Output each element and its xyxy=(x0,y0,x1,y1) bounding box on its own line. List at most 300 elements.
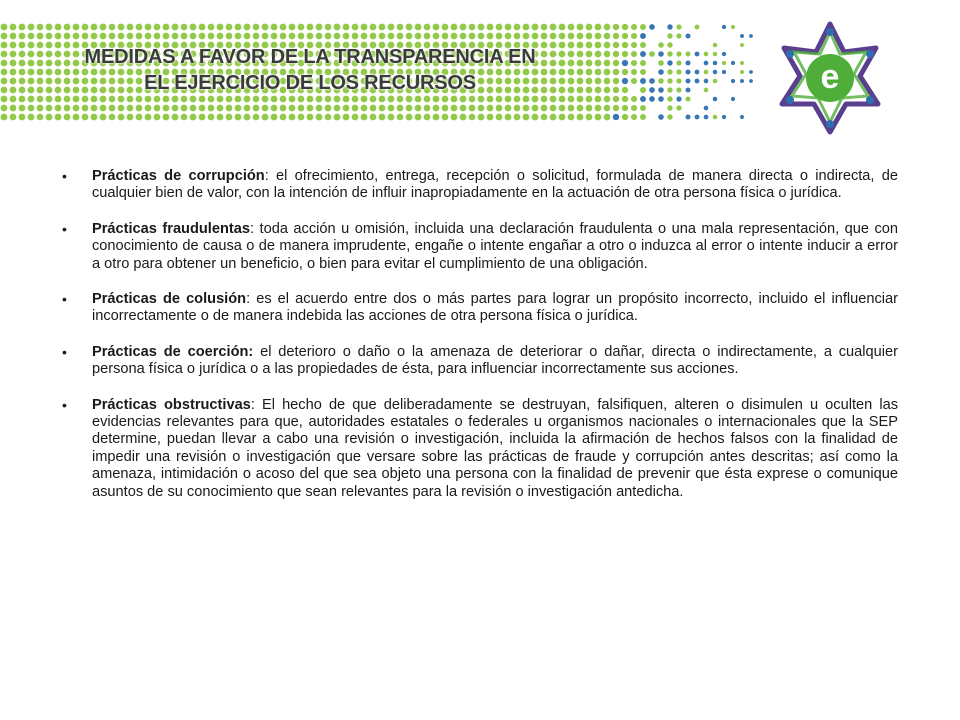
banner-dot xyxy=(433,96,440,103)
banner-dot xyxy=(586,24,593,31)
banner-dot xyxy=(136,96,143,103)
banner-dot xyxy=(118,24,125,31)
banner-dot xyxy=(145,24,152,31)
banner-dot xyxy=(658,51,664,57)
banner-dot xyxy=(622,96,628,102)
banner-dot xyxy=(532,33,539,40)
banner-dot xyxy=(595,24,602,31)
banner-dot xyxy=(667,51,672,56)
banner-dot xyxy=(397,114,404,121)
banner-dot xyxy=(415,114,422,121)
banner-dot xyxy=(586,33,593,40)
banner-dot xyxy=(433,24,440,31)
banner-dot xyxy=(253,33,260,40)
banner-dot xyxy=(109,114,116,121)
banner-dot xyxy=(722,25,726,29)
logo-letter: e xyxy=(820,58,840,96)
banner-dot xyxy=(704,115,709,120)
banner-dot xyxy=(19,78,26,85)
banner-dot xyxy=(10,42,17,49)
banner-dot xyxy=(631,42,637,48)
banner-dot xyxy=(604,96,611,103)
banner-dot xyxy=(541,33,548,40)
banner-dot xyxy=(10,51,17,58)
banner-dot xyxy=(478,105,485,112)
banner-dot xyxy=(145,33,152,40)
banner-dot xyxy=(1,78,8,85)
banner-dot xyxy=(289,114,296,121)
banner-dot xyxy=(28,33,35,40)
banner-dot xyxy=(604,24,611,31)
banner-dot xyxy=(226,105,233,112)
banner-dot xyxy=(577,24,584,31)
banner-dot xyxy=(217,105,224,112)
banner-dot xyxy=(100,96,107,103)
banner-dot xyxy=(28,114,35,121)
banner-dot xyxy=(28,96,35,103)
banner-dot xyxy=(325,96,332,103)
banner-dot xyxy=(307,105,314,112)
banner-dot xyxy=(379,114,386,121)
banner-dot xyxy=(478,24,485,31)
banner-dot xyxy=(1,96,8,103)
banner-dot xyxy=(460,96,467,103)
definition-text: : es el acuerdo entre dos o más partes para lograr un propósito incorrecto, incluido el influenciar incorrectamente o de manera indebida las acciones de otra persona física o jurídica. xyxy=(92,291,898,325)
banner-dot xyxy=(622,33,628,39)
banner-dot xyxy=(667,69,672,74)
banner-dot xyxy=(424,105,431,112)
banner-dot xyxy=(325,105,332,112)
banner-dot xyxy=(595,69,602,76)
banner-dot xyxy=(649,78,655,84)
banner-dot xyxy=(262,24,269,31)
banner-dot xyxy=(154,24,161,31)
banner-dot xyxy=(1,105,8,112)
banner-dot xyxy=(118,105,125,112)
banner-dot xyxy=(307,24,314,31)
banner-dot xyxy=(496,114,503,121)
banner-dot xyxy=(91,33,98,40)
banner-dot xyxy=(469,96,476,103)
banner-dot xyxy=(1,69,8,76)
banner-dot xyxy=(722,70,726,74)
banner-dot xyxy=(523,96,530,103)
banner-dot xyxy=(226,24,233,31)
banner-dot xyxy=(244,24,251,31)
banner-dot xyxy=(127,105,134,112)
banner-dot xyxy=(559,33,566,40)
banner-dot xyxy=(713,97,718,102)
banner-dot xyxy=(577,33,584,40)
banner-dot xyxy=(82,114,89,121)
banner-dot xyxy=(658,96,664,102)
banner-dot xyxy=(749,70,753,74)
banner-dot xyxy=(289,96,296,103)
banner-dot xyxy=(280,96,287,103)
banner-dot xyxy=(604,51,611,58)
banner-dot xyxy=(460,114,467,121)
banner-dot xyxy=(595,114,602,121)
banner-dot xyxy=(442,24,449,31)
banner-dot xyxy=(514,105,521,112)
banner-dot xyxy=(604,60,611,67)
banner-dot xyxy=(424,114,431,121)
banner-dot xyxy=(595,60,602,67)
banner-dot xyxy=(613,87,619,93)
banner-dot xyxy=(713,43,718,48)
banner-dot xyxy=(352,33,359,40)
banner-dot xyxy=(731,97,735,101)
banner-dot xyxy=(307,33,314,40)
banner-dot xyxy=(631,51,637,57)
banner-dot xyxy=(460,33,467,40)
banner-dot xyxy=(343,33,350,40)
banner-dot xyxy=(713,79,718,84)
banner-dot xyxy=(577,96,584,103)
banner-dot xyxy=(172,24,179,31)
banner-dot xyxy=(388,33,395,40)
banner-dot xyxy=(415,105,422,112)
banner-dot xyxy=(55,96,62,103)
banner-dot xyxy=(82,33,89,40)
banner-dot xyxy=(550,33,557,40)
banner-dot xyxy=(370,114,377,121)
banner-dot xyxy=(64,24,71,31)
banner-dot xyxy=(722,61,726,65)
banner-dot xyxy=(190,24,197,31)
banner-dot xyxy=(451,96,458,103)
banner-dot xyxy=(415,24,422,31)
banner-dot xyxy=(181,114,188,121)
banner-dot xyxy=(46,96,53,103)
banner-dot xyxy=(695,79,700,84)
banner-dot xyxy=(640,114,646,120)
banner-dot xyxy=(1,60,8,67)
banner-dot xyxy=(262,96,269,103)
banner-dot xyxy=(181,33,188,40)
banner-dot xyxy=(397,96,404,103)
banner-dot xyxy=(370,33,377,40)
banner-dot xyxy=(613,105,619,111)
banner-dot xyxy=(595,78,602,85)
banner-dot xyxy=(82,24,89,31)
banner-dot xyxy=(271,114,278,121)
banner-dot xyxy=(298,114,305,121)
banner-dot xyxy=(749,34,753,38)
banner-dot xyxy=(145,96,152,103)
definition-term: Prácticas fraudulentas xyxy=(92,220,250,237)
banner-dot xyxy=(613,33,619,39)
banner-dot xyxy=(91,24,98,31)
banner-dot xyxy=(622,114,628,120)
banner-dot xyxy=(505,24,512,31)
banner-dot xyxy=(487,33,494,40)
banner-dot xyxy=(361,105,368,112)
banner-dot xyxy=(361,24,368,31)
banner-dot xyxy=(577,114,584,121)
banner-dot xyxy=(55,105,62,112)
slide-title xyxy=(30,44,590,96)
banner-dot xyxy=(109,33,116,40)
banner-dot xyxy=(406,33,413,40)
banner-dot xyxy=(586,96,593,103)
banner-dot xyxy=(325,114,332,121)
banner-dot xyxy=(740,79,744,83)
banner-dot xyxy=(649,96,655,102)
banner-dot xyxy=(397,24,404,31)
banner-dot xyxy=(55,24,62,31)
definition-term: Prácticas de coerción: xyxy=(92,343,254,360)
banner-dot xyxy=(37,105,44,112)
banner-dot xyxy=(704,79,709,84)
banner-dot xyxy=(424,24,431,31)
banner-dot xyxy=(568,33,575,40)
banner-dot xyxy=(10,33,17,40)
banner-dot xyxy=(46,114,53,121)
banner-dot xyxy=(460,24,467,31)
banner-dot xyxy=(271,24,278,31)
banner-dot xyxy=(424,96,431,103)
banner-dot xyxy=(388,24,395,31)
banner-dot xyxy=(613,60,619,66)
banner-dot xyxy=(595,105,602,112)
banner-dot xyxy=(568,96,575,103)
banner-dot xyxy=(19,105,26,112)
banner-dot xyxy=(505,114,512,121)
banner-dot xyxy=(10,96,17,103)
banner-dot xyxy=(172,96,179,103)
banner-dot xyxy=(199,96,206,103)
banner-dot xyxy=(118,33,125,40)
banner-dot xyxy=(631,78,637,84)
banner-dot xyxy=(280,114,287,121)
definition-item xyxy=(62,291,898,326)
banner-dot xyxy=(262,114,269,121)
banner-dot xyxy=(199,24,206,31)
banner-dot xyxy=(749,79,753,83)
banner-dot xyxy=(704,106,709,111)
banner-dot xyxy=(622,60,628,66)
banner-dot xyxy=(685,33,690,38)
banner-dot xyxy=(740,43,744,47)
bullet-icon: • xyxy=(62,396,67,413)
banner-dot xyxy=(604,69,611,76)
banner-dot xyxy=(289,24,296,31)
banner-dot xyxy=(577,105,584,112)
banner-dot xyxy=(226,33,233,40)
banner-dot xyxy=(235,24,242,31)
banner-dot xyxy=(695,25,700,30)
bullet-icon: • xyxy=(62,291,67,308)
banner-dot xyxy=(631,69,637,75)
banner-dot xyxy=(559,24,566,31)
banner-dot xyxy=(505,96,512,103)
banner-dot xyxy=(64,33,71,40)
banner-dot xyxy=(19,60,26,67)
banner-dot xyxy=(244,96,251,103)
definition-item xyxy=(62,397,898,501)
banner-dot xyxy=(559,114,566,121)
banner-dot xyxy=(271,33,278,40)
banner-dot xyxy=(559,105,566,112)
definitions-list xyxy=(62,168,898,519)
banner-dot xyxy=(622,24,628,30)
banner-dot xyxy=(1,114,8,121)
banner-dot xyxy=(442,96,449,103)
banner-dot xyxy=(740,115,744,119)
banner-dot xyxy=(595,33,602,40)
banner-dot xyxy=(154,114,161,121)
banner-dot xyxy=(127,24,134,31)
banner-dot xyxy=(109,24,116,31)
banner-dot xyxy=(731,25,735,29)
banner-dot xyxy=(370,96,377,103)
banner-dot xyxy=(154,96,161,103)
definition-item xyxy=(62,221,898,273)
banner-dot xyxy=(586,114,593,121)
banner-dot xyxy=(10,78,17,85)
banner-dot xyxy=(442,105,449,112)
banner-dot xyxy=(649,24,655,30)
banner-dot xyxy=(676,33,681,38)
banner-dot xyxy=(613,42,619,48)
banner-dot xyxy=(46,33,53,40)
banner-dot xyxy=(154,105,161,112)
banner-dot xyxy=(740,34,744,38)
banner-dot xyxy=(613,96,619,102)
banner-dot xyxy=(316,105,323,112)
banner-dot xyxy=(226,114,233,121)
banner-dot xyxy=(361,114,368,121)
banner-dot xyxy=(496,33,503,40)
banner-dot xyxy=(19,33,26,40)
definition-term: Prácticas obstructivas xyxy=(92,396,251,413)
banner-dot xyxy=(217,96,224,103)
banner-dot xyxy=(334,24,341,31)
banner-dot xyxy=(73,96,80,103)
banner-dot xyxy=(109,96,116,103)
banner-dot xyxy=(478,33,485,40)
banner-dot xyxy=(658,87,664,93)
banner-dot xyxy=(334,33,341,40)
banner-dot xyxy=(667,78,672,83)
banner-dot xyxy=(271,96,278,103)
banner-dot xyxy=(640,96,646,102)
banner-dot xyxy=(208,33,215,40)
banner-dot xyxy=(676,60,681,65)
banner-dot xyxy=(649,87,655,93)
banner-dot xyxy=(658,78,664,84)
banner-dot xyxy=(1,51,8,58)
definition-text: : toda acción u omisión, incluida una declaración fraudulenta o una mala representación, que con conocimiento de causa o de manera imprudente, engañe o intente engañar a otro o induzca al error o intente inducir a error a otro para obtener un beneficio, o bien para evitar el cumplimiento de una obligación. xyxy=(92,220,899,272)
banner-dot xyxy=(325,33,332,40)
banner-dot xyxy=(325,24,332,31)
banner-dot xyxy=(343,114,350,121)
banner-dot xyxy=(667,60,672,65)
banner-dot xyxy=(595,42,602,49)
banner-dot xyxy=(505,105,512,112)
banner-dot xyxy=(298,24,305,31)
banner-dot xyxy=(28,24,35,31)
banner-dot xyxy=(181,96,188,103)
banner-dot xyxy=(19,114,26,121)
banner-dot xyxy=(667,42,672,47)
banner-dot xyxy=(631,105,637,111)
banner-dot xyxy=(100,114,107,121)
banner-dot xyxy=(217,33,224,40)
banner-dot xyxy=(253,24,260,31)
banner-dot xyxy=(676,96,681,101)
banner-dot xyxy=(631,96,637,102)
banner-dot xyxy=(613,78,619,84)
banner-dot xyxy=(568,24,575,31)
banner-dot xyxy=(307,114,314,121)
banner-dot xyxy=(100,24,107,31)
banner-dot xyxy=(424,33,431,40)
banner-dot xyxy=(451,33,458,40)
banner-dot xyxy=(433,114,440,121)
banner-dot xyxy=(199,114,206,121)
banner-dot xyxy=(532,105,539,112)
banner-dot xyxy=(172,33,179,40)
banner-dot xyxy=(460,105,467,112)
banner-dot xyxy=(541,105,548,112)
banner-dot xyxy=(127,114,134,121)
banner-dot xyxy=(37,114,44,121)
banner-dot xyxy=(217,24,224,31)
banner-dot xyxy=(226,96,233,103)
banner-dot xyxy=(406,105,413,112)
banner-dot xyxy=(1,87,8,94)
definition-text: : El hecho de que deliberadamente se destruyan, falsifiquen, alteren o disimulen u oculten las evidencias relevantes para que, autoridades estatales o federales u organismos nacionales o internacionales que la SEP determine, puedan llevar a cabo una revisión o investigación, incluida la afirmación de hechos falsos con la finalidad de impedir una revisión o investigación que versare sobre las prácticas de fraude y corrupción antes descritas; así como la amenaza, intimidación o acoso del que sea objeto una persona con la finalidad de prevenir que ésta exprese o comunique asuntos de su conocimiento que sean relevantes para la revisión o investigación antedicha. xyxy=(92,396,899,500)
banner-dot xyxy=(10,87,17,94)
banner-dot xyxy=(307,96,314,103)
banner-dot xyxy=(379,24,386,31)
banner-dot xyxy=(640,87,646,93)
banner-dot xyxy=(496,24,503,31)
banner-dot xyxy=(1,42,8,49)
banner-dot xyxy=(704,70,709,75)
banner-dot xyxy=(667,33,672,38)
banner-dot xyxy=(127,33,134,40)
banner-dot xyxy=(19,42,26,49)
banner-dot xyxy=(487,24,494,31)
banner-dot xyxy=(289,33,296,40)
banner-dot xyxy=(559,96,566,103)
banner-dot xyxy=(514,114,521,121)
banner-dot xyxy=(136,105,143,112)
banner-dot xyxy=(199,105,206,112)
banner-dot xyxy=(253,114,260,121)
banner-dot xyxy=(704,88,709,93)
banner-dot xyxy=(55,33,62,40)
banner-dot xyxy=(28,105,35,112)
banner-dot xyxy=(595,87,602,94)
banner-dot xyxy=(154,33,161,40)
banner-dot xyxy=(613,114,619,120)
banner-dot xyxy=(73,24,80,31)
banner-dot xyxy=(676,105,681,110)
banner-dot xyxy=(451,114,458,121)
banner-dot xyxy=(604,105,611,112)
banner-dot xyxy=(550,24,557,31)
banner-dot xyxy=(478,114,485,121)
banner-dot xyxy=(740,70,744,74)
banner-dot xyxy=(10,69,17,76)
banner-dot xyxy=(1,33,8,40)
banner-dot xyxy=(713,52,718,57)
banner-dot xyxy=(550,114,557,121)
